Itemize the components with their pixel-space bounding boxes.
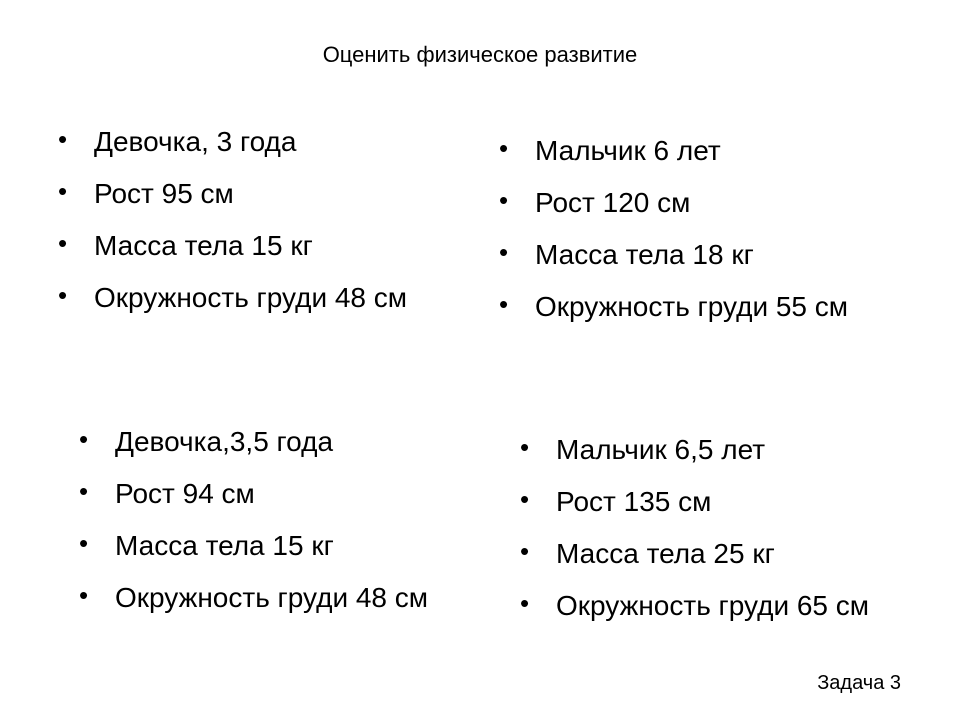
case-chest-circumference: • Окружность груди 65 см: [520, 588, 902, 624]
case-chest-circumference: • Окружность груди 48 см: [79, 580, 461, 616]
case-chest-circumference: • Окружность груди 48 см: [58, 280, 440, 316]
case-subject: • Девочка,3,5 года: [79, 424, 461, 460]
case-subject: • Девочка, 3 года: [58, 124, 440, 160]
case-boy-6-years: [499, 133, 881, 341]
case-chest-circumference: • Окружность груди 55 см: [499, 289, 881, 325]
case-subject: • Мальчик 6 лет: [499, 133, 881, 169]
case-girl-3-5-years: [79, 424, 461, 632]
slide-title: Оценить физическое развитие: [322, 42, 638, 67]
case-body-mass: • Масса тела 25 кг: [520, 536, 902, 572]
case-girl-3-years: [58, 124, 440, 332]
task-number-label: Задача 3: [817, 672, 901, 694]
case-height: • Рост 120 см: [499, 185, 881, 221]
case-boy-6-5-years: [520, 432, 902, 640]
case-height: • Рост 95 см: [58, 176, 440, 212]
case-subject: • Мальчик 6,5 лет: [520, 432, 902, 468]
case-body-mass: • Масса тела 15 кг: [58, 228, 440, 264]
case-height: • Рост 94 см: [79, 476, 461, 512]
case-body-mass: • Масса тела 18 кг: [499, 237, 881, 273]
case-body-mass: • Масса тела 15 кг: [79, 528, 461, 564]
case-height: • Рост 135 см: [520, 484, 902, 520]
